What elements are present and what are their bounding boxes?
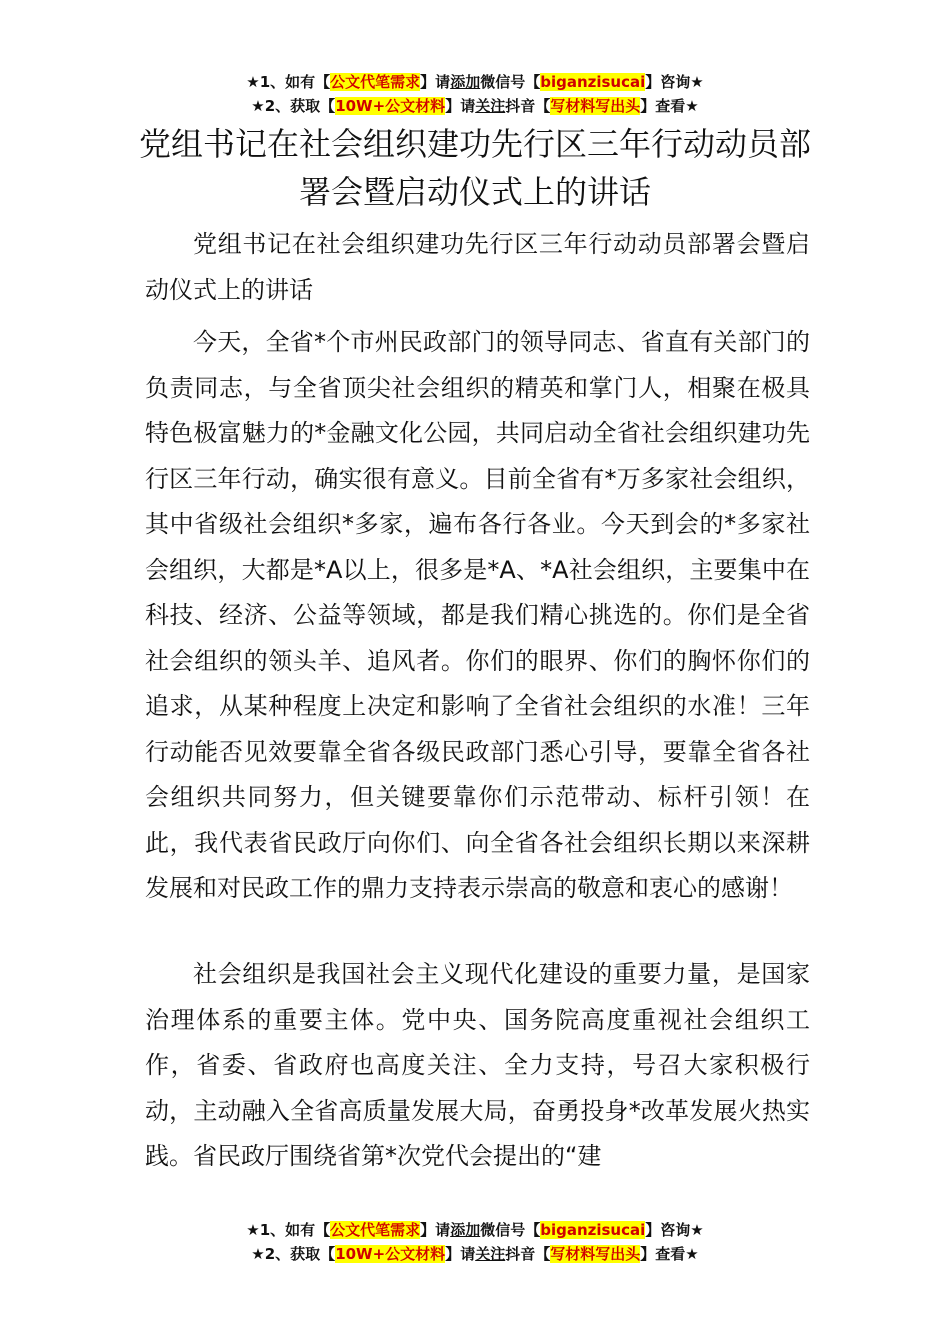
ad-text: 微信号【 <box>480 73 541 91</box>
ad-highlight: 10W+公文材料 <box>335 97 446 115</box>
ad-text: 】请 <box>420 1221 451 1239</box>
ad-text: ★1、如有【 <box>246 73 331 91</box>
ad-text: 】请 <box>420 73 451 91</box>
ad-text: 添加 <box>450 1221 481 1239</box>
ad-text: ★2、获取【 <box>251 1245 336 1263</box>
ad-text: 】咨询★ <box>645 73 704 91</box>
footer-ad-line-2 <box>0 1242 950 1266</box>
ad-text: 抖音【 <box>505 1245 551 1263</box>
body-paragraph-3: 社会组织是我国社会主义现代化建设的重要力量，是国家治理体系的重要主体。党中央、国务院高度重视社会组织工作，省委、省政府也高度关注、全力支持，号召大家积极行动，主动融入全省高质量发展大局，奋勇投身*改革发展火热实践。省民政厅围绕省第*次党代会提出的“建 <box>145 960 810 1170</box>
document-title: 党组书记在社会组织建功先行区三年行动动员部署会暨启动仪式上的讲话 <box>138 125 811 211</box>
ad-text: 抖音【 <box>505 97 551 115</box>
body-paragraph-1: 党组书记在社会组织建功先行区三年行动动员部署会暨启动仪式上的讲话 <box>145 230 810 304</box>
body-paragraph-2: 今天，全省*个市州民政部门的领导同志、省直有关部门的负责同志，与全省顶尖社会组织的精英和掌门人，相聚在极具特色极富魅力的*金融文化公园，共同启动全省社会组织建功先行区三年行动，确实很有意义。目前全省有*万多家社会组织，其中省级社会组织*多家，遍布各行各业。今天到会的*多家社会组织，大都是*A以上，很多是*A、*A社会组织，主要集中在科技、经济、公益等领域，都是我们精心挑选的。你们是全省社会组织的领头羊、追风者。你们的眼界、你们的胸怀你们的追求，从某种程度上决定和影响了全省社会组织的水准！三年行动能否见效要靠全省各级民政部门悉心引导，要靠全省各社会组织共同努力，但关键要靠你们示范带动、标杆引领！在此，我代表省民政厅向你们、向全省各社会组织长期以来深耕发展和对民政工作的鼎力支持表示崇高的敬意和衷心的感谢！ <box>145 328 810 902</box>
footer-ad-line-1 <box>0 1218 950 1242</box>
ad-text: ★1、如有【 <box>246 1221 331 1239</box>
ad-text: 】请 <box>445 1245 476 1263</box>
douyin-highlight: 写材料写出头 <box>550 1245 641 1263</box>
ad-text: 】查看★ <box>640 97 699 115</box>
ad-text: 】查看★ <box>640 1245 699 1263</box>
wechat-id-highlight: biganzisucai <box>540 1221 646 1239</box>
ad-text: 微信号【 <box>480 1221 541 1239</box>
ad-highlight: 10W+公文材料 <box>335 1245 446 1263</box>
ad-highlight: 公文代笔需求 <box>330 73 421 91</box>
header-ad-line-1 <box>0 70 950 94</box>
ad-text: 】请 <box>445 97 476 115</box>
ad-text: 关注 <box>475 97 506 115</box>
wechat-id-highlight: biganzisucai <box>540 73 646 91</box>
douyin-highlight: 写材料写出头 <box>550 97 641 115</box>
ad-text: 关注 <box>475 1245 506 1263</box>
ad-text: 添加 <box>450 73 481 91</box>
ad-highlight: 公文代笔需求 <box>330 1221 421 1239</box>
ad-text: 】咨询★ <box>645 1221 704 1239</box>
header-ad-line-2 <box>0 94 950 118</box>
ad-text: ★2、获取【 <box>251 97 336 115</box>
